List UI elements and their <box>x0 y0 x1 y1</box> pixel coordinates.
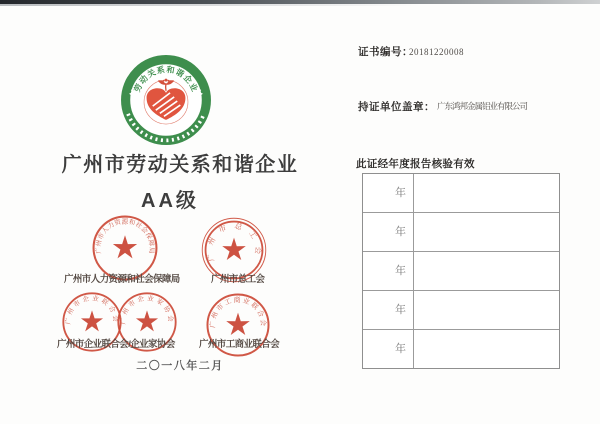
holder-stamp-label: 持证单位盖章： <box>358 101 435 113</box>
issue-date: 二〇一八年二月 <box>136 360 224 372</box>
year-cell: 年 <box>363 252 414 290</box>
certificate-title: 广州市劳动关系和谐企业 <box>61 154 299 176</box>
table-row <box>363 291 559 330</box>
annual-verification-caption: 此证经年度报告核验有效 <box>356 158 475 170</box>
svg-text:广州市企业家协会: 广州市企业家协会 <box>119 294 175 325</box>
seal-label-enterprise-federation: 广州市企业联合会/企业家协会 <box>57 339 175 350</box>
verification-blank-cell <box>414 174 559 212</box>
table-row <box>363 252 559 291</box>
certificate-number-value: 20181220008 <box>409 47 464 57</box>
year-cell: 年 <box>363 174 414 212</box>
certificate-number-label: 证书编号： <box>358 46 413 58</box>
table-row <box>363 213 559 252</box>
star-icon <box>222 238 246 260</box>
emblem-arc-text: 劳动关系和谐企业 <box>132 65 200 94</box>
holder-company-name: 广东鸿邦金属铝业有限公司 <box>437 101 528 111</box>
verification-blank-cell <box>414 291 559 329</box>
annual-verification-table <box>362 173 560 369</box>
year-cell: 年 <box>363 330 414 368</box>
year-cell: 年 <box>363 213 414 251</box>
harmonious-enterprise-emblem-icon <box>120 54 212 146</box>
verification-blank-cell <box>414 213 559 251</box>
verification-blank-cell <box>414 330 559 368</box>
svg-text:广州市企业联合会: 广州市企业联合会 <box>64 294 120 325</box>
table-row <box>363 330 559 368</box>
svg-text:广州市工商业联合会: 广州市工商业联合会 <box>209 296 267 329</box>
table-row <box>363 174 559 213</box>
seal-label-trade-union: 广州市总工会 <box>211 274 265 285</box>
seal-label-industry-commerce: 广州市工商业联合会 <box>199 339 280 350</box>
star-icon <box>113 235 137 258</box>
scan-top-edge-shadow <box>0 4 420 6</box>
star-icon <box>136 310 158 331</box>
star-icon <box>81 310 103 331</box>
seal-label-human-resources-bureau: 广州市人力资源和社会保障局 <box>64 274 180 285</box>
star-icon <box>226 313 250 335</box>
svg-text:广州市人力资源和社会保障局: 广州市人力资源和社会保障局 <box>95 218 155 255</box>
year-cell: 年 <box>363 291 414 329</box>
certificate-grade: AA级 <box>141 190 199 212</box>
svg-text:广州市总工会: 广州市总工会 <box>204 220 264 263</box>
verification-blank-cell <box>414 252 559 290</box>
